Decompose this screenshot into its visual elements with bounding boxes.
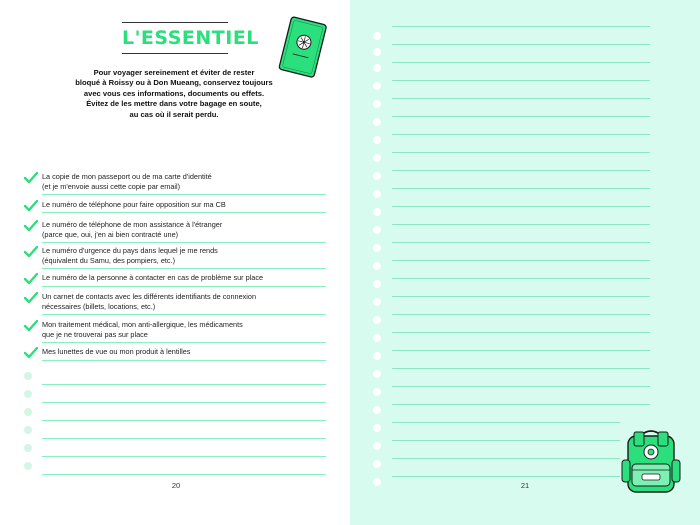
checkmark-icon: [24, 220, 38, 232]
checklist-item-line: Le numéro de la personne à contacter en cas de problème sur place: [42, 273, 264, 282]
ruled-line: [392, 242, 650, 243]
checklist-rule: [42, 268, 326, 269]
binder-hole: [373, 280, 381, 288]
checklist-item-text: [42, 172, 326, 191]
intro-line: bloqué à Roissy ou à Don Mueang, conservez toujours: [75, 78, 273, 88]
ruled-line: [392, 224, 650, 225]
ruled-line: [392, 62, 650, 63]
binder-hole: [373, 64, 381, 72]
checklist-item-line: Un carnet de contacts avec les différents identifiants de connexion: [42, 292, 257, 301]
checklist-item-line: Mon traitement médical, mon anti-allergique, les médicaments: [42, 320, 243, 329]
checklist-item-line: (équivalent du Samu, des pompiers, etc.): [42, 255, 176, 265]
ruled-line: [392, 206, 650, 207]
binder-hole: [373, 406, 381, 414]
ruled-line: [392, 404, 650, 405]
checklist-rule: [42, 360, 326, 361]
binder-hole: [373, 32, 381, 40]
blank-line: [42, 474, 326, 475]
binder-hole: [373, 370, 381, 378]
checklist-item-line: nécessaires (billets, locations, etc.): [42, 301, 156, 311]
ruled-line: [392, 422, 620, 423]
ruled-line: [392, 134, 650, 135]
ruled-line: [392, 458, 620, 459]
binder-hole: [24, 390, 32, 398]
intro-line: au cas où il serait perdu.: [129, 109, 219, 119]
intro-line: Pour voyager sereinement et éviter de rester: [93, 68, 255, 77]
ruled-line: [392, 350, 650, 351]
ruled-line: [392, 314, 650, 315]
binder-hole: [373, 424, 381, 432]
checklist-rule: [42, 342, 326, 343]
checklist-item-text: [42, 320, 326, 339]
checklist-rule: [42, 242, 326, 243]
checkmark-icon: [24, 292, 38, 304]
binder-hole: [373, 262, 381, 270]
checklist-rule: [42, 212, 326, 213]
binder-hole: [373, 190, 381, 198]
checklist-item-line: que je ne trouverai pas sur place: [42, 329, 148, 339]
binder-hole: [373, 154, 381, 162]
binder-hole: [373, 478, 381, 486]
page-title: L'ESSENTIEL: [122, 27, 259, 49]
binder-hole: [373, 298, 381, 306]
binder-hole: [24, 462, 32, 470]
ruled-line: [392, 80, 650, 81]
checklist-item-text: [42, 292, 326, 311]
binder-hole: [373, 460, 381, 468]
checkmark-icon: [24, 320, 38, 332]
checklist-rule: [42, 194, 326, 195]
title-top-rule: [122, 22, 228, 23]
blank-line: [42, 420, 326, 421]
checklist-item-text: [42, 273, 326, 283]
ruled-line: [392, 170, 650, 171]
checklist-item-line: (parce que, oui, j'en ai bien contracté une): [42, 229, 179, 239]
ruled-line: [392, 44, 650, 45]
binder-hole: [373, 352, 381, 360]
checklist-item-text: [42, 347, 326, 357]
binder-hole: [373, 172, 381, 180]
ruled-line: [392, 260, 650, 261]
ruled-line: [392, 26, 650, 27]
binder-hole: [24, 408, 32, 416]
ruled-line: [392, 368, 650, 369]
binder-hole: [373, 100, 381, 108]
checklist-item-line: Le numéro de téléphone de mon assistance à l'étranger: [42, 220, 223, 229]
binder-hole: [24, 444, 32, 452]
binder-hole: [24, 372, 32, 380]
checklist-item-line: Le numéro d'urgence du pays dans lequel je me rends: [42, 246, 218, 255]
binder-hole: [373, 316, 381, 324]
blank-line: [42, 384, 326, 385]
ruled-line: [392, 476, 620, 477]
binder-hole: [373, 118, 381, 126]
checklist-item-line: Le numéro de téléphone pour faire opposition sur ma CB: [42, 200, 226, 209]
checkmark-icon: [24, 246, 38, 258]
checklist-item-line: Mes lunettes de vue ou mon produit à lentilles: [42, 347, 191, 356]
backpack-icon: [616, 426, 686, 496]
intro-line: avec vous ces informations, documents ou effets.: [83, 88, 265, 98]
checkmark-icon: [24, 347, 38, 359]
blank-line: [42, 438, 326, 439]
binder-hole: [373, 48, 381, 56]
binder-hole: [373, 208, 381, 216]
binder-hole: [24, 426, 32, 434]
intro-line: Évitez de les mettre dans votre bagage en soute,: [86, 99, 262, 109]
ruled-line: [392, 98, 650, 99]
checklist-item-line: (et je m'envoie aussi cette copie par email): [42, 181, 181, 191]
page-number-right: 21: [520, 481, 530, 490]
checklist-item-text: [42, 200, 326, 210]
intro-paragraph: [60, 68, 288, 120]
ruled-line: [392, 188, 650, 189]
binder-hole: [373, 442, 381, 450]
binder-hole: [373, 82, 381, 90]
ruled-line: [392, 152, 650, 153]
binder-hole: [373, 388, 381, 396]
checklist-item-text: [42, 220, 326, 239]
page-number-left: 20: [171, 481, 181, 490]
ruled-line: [392, 332, 650, 333]
ruled-line: [392, 440, 620, 441]
blank-line: [42, 456, 326, 457]
binder-hole: [373, 244, 381, 252]
checklist-rule: [42, 286, 326, 287]
binder-hole: [373, 136, 381, 144]
ruled-line: [392, 386, 650, 387]
blank-line: [42, 402, 326, 403]
binder-hole: [373, 334, 381, 342]
binder-hole: [373, 226, 381, 234]
ruled-line: [392, 116, 650, 117]
checklist-item-text: [42, 246, 326, 265]
ruled-line: [392, 296, 650, 297]
checkmark-icon: [24, 200, 38, 212]
ruled-line: [392, 278, 650, 279]
checklist-rule: [42, 314, 326, 315]
checkmark-icon: [24, 273, 38, 285]
checklist-item-line: La copie de mon passeport ou de ma carte d'identité: [42, 172, 212, 181]
checkmark-icon: [24, 172, 38, 184]
title-bottom-rule: [122, 53, 228, 54]
